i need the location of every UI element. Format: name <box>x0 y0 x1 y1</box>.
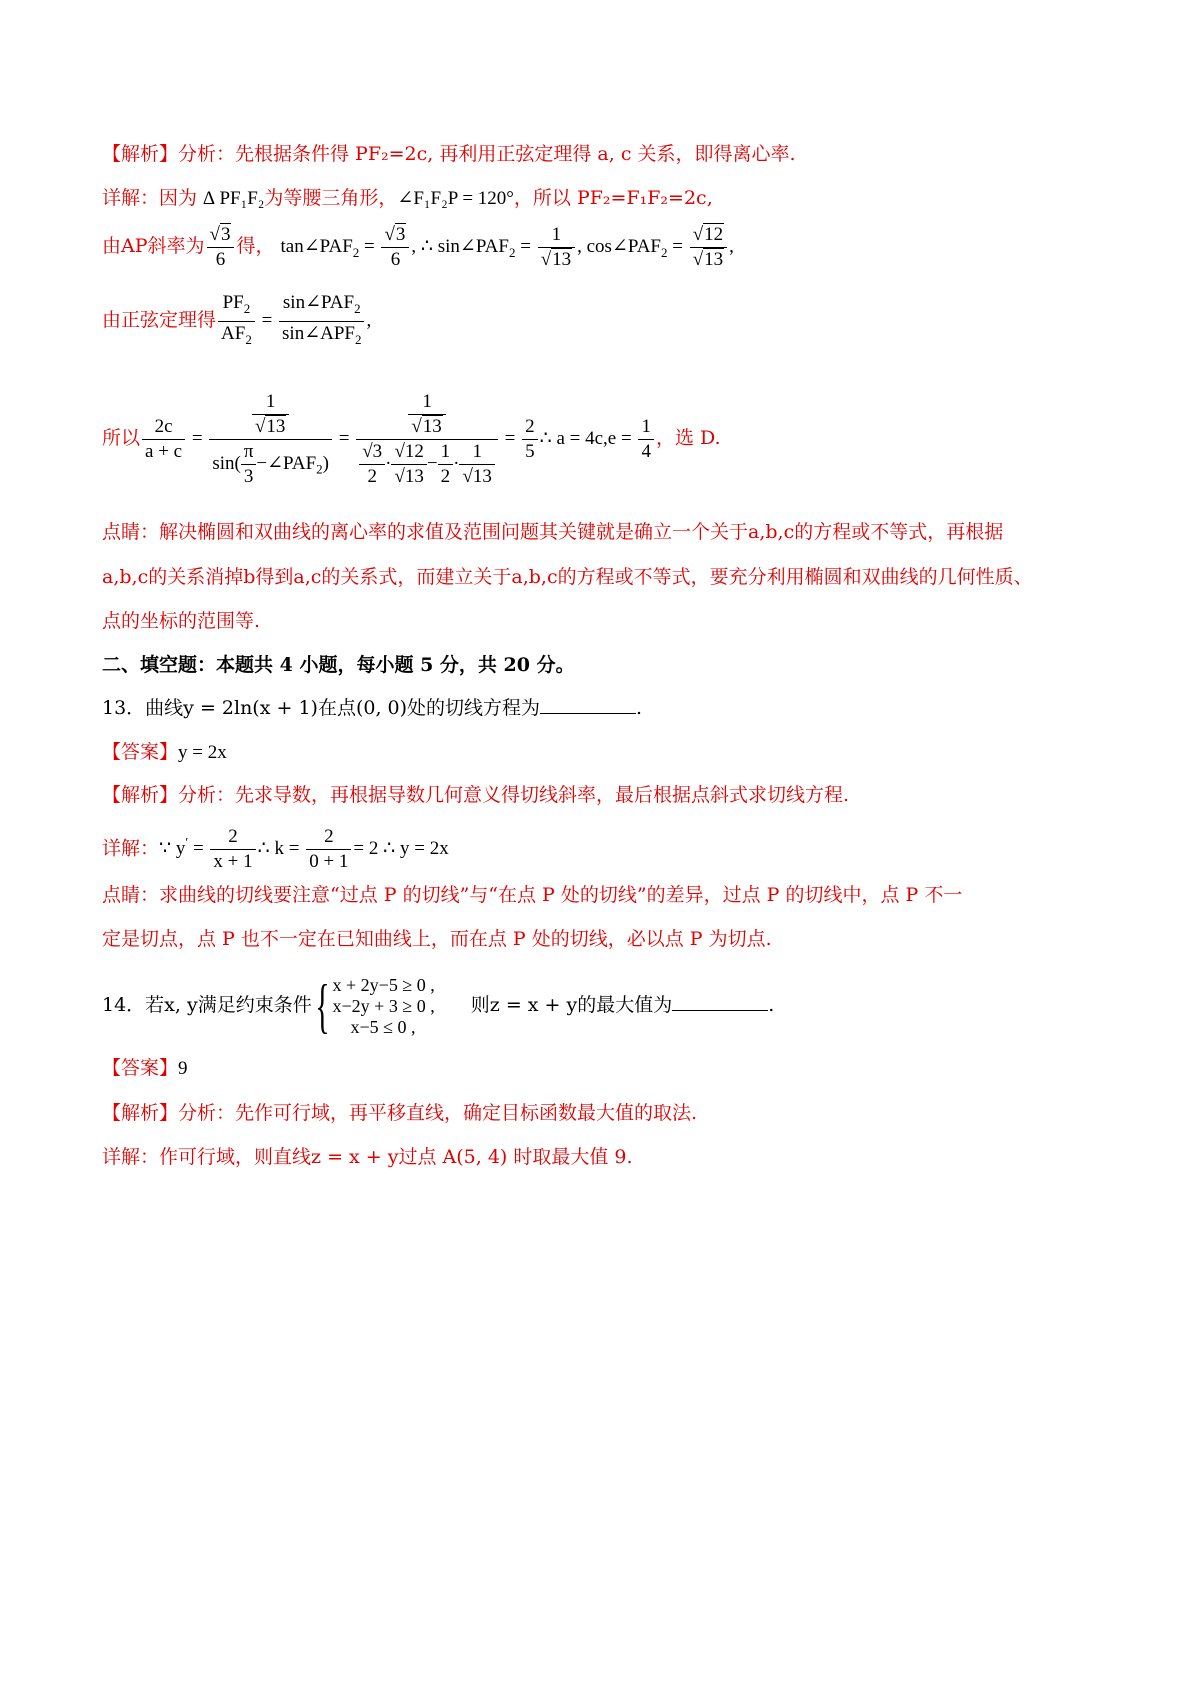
q13-jiexi-line <box>102 781 849 809</box>
triangle-expr: ∆ PF₁F₂ <box>203 188 265 209</box>
q14-jiexi-line <box>102 1099 697 1127</box>
detail-text: 为等腰三角形， <box>264 187 398 209</box>
q13-stem: 13．曲线y = 2ln(x + 1)在点(0, 0)处的切线方程为 . <box>102 697 643 719</box>
constraint-3: x−5 ≤ 0 , <box>350 1016 416 1037</box>
q13-detail-line <box>102 815 449 877</box>
dianjing-text: 求曲线的切线要注意“过点 P 的切线”与“在点 P 处的切线”的差异，过点 P 的切线中，点 P 不一 <box>159 884 963 906</box>
derivative-expr: ∵ y′ = $\frac{2}{x + 1}$ ∴ k = $\frac{2}{0 + 1}$ = 2 ∴ y = 2x <box>159 826 449 873</box>
q13-stem-text: 13．曲线y = 2ln(x + 1)在点(0, 0)处的切线方程为 <box>102 697 541 719</box>
answer-tag: 【答案】 <box>102 1057 179 1079</box>
jiexi-text: 分析：先求导数，再根据导数几何意义得切线斜率，最后根据点斜式求切线方程. <box>178 784 850 806</box>
dianjing-text: a,b,c的关系消掉b得到a,c的关系式，而建立关于a,b,c的方程或不等式，要充分利用椭圆和双曲线的几何性质、 <box>102 566 1033 588</box>
answer-blank <box>672 992 768 1011</box>
constraint-2: x−2y + 3 ≥ 0 , <box>332 995 435 1016</box>
dianjing-label: 点睛： <box>102 884 160 906</box>
dianjing-text: 定是切点，点 P 也不一定在已知曲线上，而在点 P 处的切线，必以点 P 为切点. <box>102 928 772 950</box>
answer-blank <box>540 695 636 714</box>
slope-fraction: $\frac{√3}{6}$ <box>207 223 235 272</box>
dianjing-text: 点的坐标的范围等. <box>102 610 261 632</box>
eccentricity-expr: $\frac{2c}{a + c}$ = $\frac{1}{√13}$ sin( $\frac{\pi}{3}$ $-\angle PAF_2$) = $\frac{1}{√13}$ $\frac{√3}{2}$ · $\frac{√12}{√13}$ − $\frac{1}{2}$ · $\frac{1}{√13}$ = $\frac{2}{5}$ ∴ a = 4c,e = $\frac{1}{4}$ <box>140 428 656 449</box>
detail-text: 因为 <box>159 187 198 209</box>
sine-rule-expr: $\frac{PF_2}{AF_2}$ = $\frac{\sin\angle PAF_2}{\sin\angle APF_2}$ , <box>216 310 371 331</box>
detail-label: 详解： <box>102 1146 160 1168</box>
answer-value: 9 <box>178 1058 188 1079</box>
detail-text: ，所以 PF₂=F₁F₂=2c, <box>513 187 713 209</box>
answer-tag: 【答案】 <box>102 741 179 763</box>
detail-label: 详解： <box>102 187 160 209</box>
tan-expr: $\tan\angle PAF_2$ = $\frac{√3}{6}$ , ∴ $\sin\angle PAF_2$ = $\frac{1}{√13}$ , $\cos\angle PAF_2$ = $\frac{√12}{√13}$ , <box>280 224 734 271</box>
constraint-1: x + 2y−5 ≥ 0 , <box>332 974 435 995</box>
q12-so-line <box>102 378 721 499</box>
dianjing-text: 解决椭圆和双曲线的离心率的求值及范围问题其关键就是确立一个关于a,b,c的方程或不等式，再根据 <box>159 521 1004 543</box>
q14-stem: 14．若x, y满足约束条件{ x + 2y−5 ≥ 0 , x−2y + 3 ≥ 0 , x−5 ≤ 0 , 则z = x + y的最大值为 . <box>102 973 775 1039</box>
slope-text: 得， <box>236 235 275 257</box>
so-text: 所以 <box>102 427 141 449</box>
jiexi-tag: 【解析】 <box>102 784 179 806</box>
detail-text: 作可行域，则直线z = x + y过点 A(5, 4) 时取最大值 9. <box>159 1146 633 1168</box>
q14-answer-line <box>102 1054 188 1083</box>
slope-text: 由AP斜率为 <box>102 235 205 257</box>
section-heading: 二、填空题：本题共 4 小题，每小题 5 分，共 20 分。 <box>102 654 575 676</box>
q12-jiexi-line <box>102 140 796 168</box>
q12-slope-line <box>102 218 734 281</box>
q13-dianjing-1 <box>102 881 962 909</box>
jiexi-tag: 【解析】 <box>102 1102 179 1124</box>
jiexi-text: 分析：先作可行域，再平移直线，确定目标函数最大值的取法. <box>178 1102 698 1124</box>
q12-dianjing-2 <box>102 563 1033 591</box>
sine-rule-text: 由正弦定理得 <box>102 309 217 331</box>
q12-detail-line <box>102 184 713 213</box>
detail-label: 详解： <box>102 837 160 860</box>
constraint-system <box>333 975 435 1038</box>
q14-stem-text: 14．若x, y满足约束条件 <box>102 994 312 1016</box>
dianjing-label: 点睛： <box>102 521 160 543</box>
q12-jiexi-tag: 【解析】 <box>102 143 179 165</box>
q14-stem-suffix: 则z = x + y的最大值为 <box>470 994 673 1016</box>
angle-expr: ∠F₁F₂P = 120° <box>397 188 514 209</box>
q13-dianjing-2 <box>102 925 772 953</box>
q13-answer-line <box>102 738 227 767</box>
q12-dianjing-3 <box>102 607 260 635</box>
q12-jiexi-text: 分析：先根据条件得 PF₂=2c, 再利用正弦定理得 a, c 关系，即得离心率. <box>178 143 796 165</box>
q14-detail-line <box>102 1143 633 1171</box>
q12-dianjing-1 <box>102 518 1003 546</box>
brace-icon: { <box>314 973 330 1039</box>
choose-text: ，选 D. <box>655 427 721 449</box>
q12-sine-rule-line <box>102 290 371 352</box>
answer-value: y = 2x <box>178 742 227 763</box>
